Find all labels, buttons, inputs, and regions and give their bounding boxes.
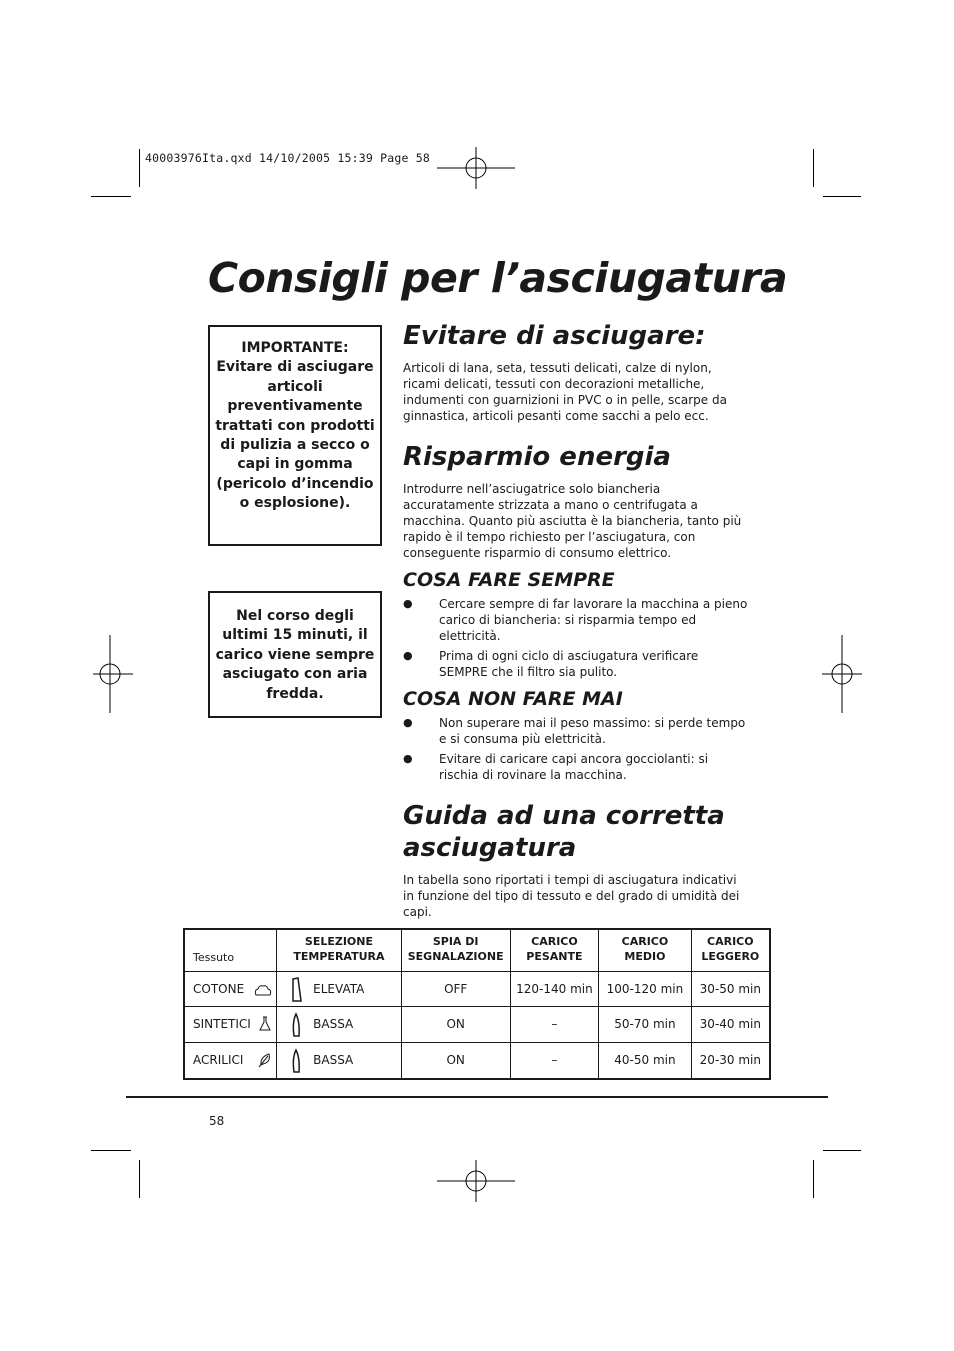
avoid-heading: Evitare di asciugare: bbox=[403, 321, 706, 351]
header-medium-load: CARICO MEDIO bbox=[599, 929, 691, 971]
fabric-cell: COTONE bbox=[184, 971, 277, 1007]
important-text: Evitare di asciugare articoli preventivamente trattati con prodotti di pulizia a secco o capi in gomma (pericolo d’incendio o esplosione). bbox=[215, 359, 375, 512]
header-indicator-light: SPIA DI SEGNALAZIONE bbox=[401, 929, 510, 971]
indicator-light-cell: ON bbox=[401, 1043, 510, 1079]
registration-mark-top bbox=[437, 147, 517, 189]
footer-rule bbox=[126, 1096, 828, 1098]
indicator-light-cell: ON bbox=[401, 1007, 510, 1043]
registration-mark-right bbox=[822, 635, 862, 715]
print-slug: 40003976Ita.qxd 14/10/2005 15:39 Page 58 bbox=[145, 151, 430, 165]
acrylic-icon bbox=[258, 1052, 272, 1068]
temperature-cell: BASSA bbox=[277, 1043, 402, 1079]
table-header-row bbox=[184, 929, 770, 971]
heavy-load-cell: – bbox=[510, 1007, 599, 1043]
light-load-cell: 30-50 min bbox=[691, 971, 770, 1007]
temperature-cell: ELEVATA bbox=[277, 971, 402, 1007]
energy-text: Introdurre nell’asciugatrice solo biancheria accuratamente strizzata a mano o centrifugata a macchina. Quanto più asciutta è la biancheria, tanto più rapido è il tempo richiesto per l’asciugatura, con conseguente risparmio di consumo elettrico. bbox=[403, 482, 742, 560]
header-heavy-load: CARICO PESANTE bbox=[510, 929, 599, 971]
important-label: IMPORTANTE: bbox=[241, 340, 349, 356]
never-heading: COSA NON FARE MAI bbox=[403, 688, 623, 710]
drying-times-table bbox=[183, 928, 771, 1080]
heavy-load-cell: – bbox=[510, 1043, 599, 1079]
thermometer-low-icon bbox=[291, 1048, 303, 1074]
cotton-icon bbox=[254, 984, 272, 998]
guide-heading: Guida ad una corretta asciugatura bbox=[403, 801, 725, 863]
always-list bbox=[403, 596, 748, 684]
light-load-cell: 20-30 min bbox=[691, 1043, 770, 1079]
thermometer-high-icon bbox=[291, 977, 303, 1003]
always-heading: COSA FARE SEMPRE bbox=[403, 569, 615, 591]
light-load-cell: 30-40 min bbox=[691, 1007, 770, 1043]
header-fabric: Tessuto bbox=[184, 929, 277, 971]
medium-load-cell: 100-120 min bbox=[599, 971, 691, 1007]
page-title: Consigli per l’asciugatura bbox=[208, 254, 788, 302]
list-item: ● Evitare di caricare capi ancora gocciolanti: si rischia di rovinare la macchina. bbox=[403, 751, 748, 783]
heavy-load-cell: 120-140 min bbox=[510, 971, 599, 1007]
cool-down-notice-box bbox=[208, 591, 382, 718]
fabric-cell: ACRILICI bbox=[184, 1043, 277, 1079]
indicator-light-cell: OFF bbox=[401, 971, 510, 1007]
page-number: 58 bbox=[209, 1114, 225, 1128]
never-list bbox=[403, 715, 748, 787]
registration-mark-left bbox=[93, 635, 133, 715]
list-item: ● Non superare mai il peso massimo: si perde tempo e si consuma più elettricità. bbox=[403, 715, 748, 747]
energy-heading: Risparmio energia bbox=[403, 442, 671, 472]
avoid-text: Articoli di lana, seta, tessuti delicati, calze di nylon, ricami delicati, tessuti con decorazioni metalliche, indumenti con guarnizioni in PVC o in pelle, scarpe da ginnastica, articoli pesanti come sacchi a pelo ecc. bbox=[403, 361, 727, 423]
table-row bbox=[184, 1007, 770, 1043]
table-row bbox=[184, 971, 770, 1007]
registration-mark-bottom bbox=[437, 1160, 517, 1202]
important-notice-box bbox=[208, 325, 382, 546]
medium-load-cell: 40-50 min bbox=[599, 1043, 691, 1079]
header-temperature: SELEZIONE TEMPERATURA bbox=[277, 929, 402, 971]
guide-text: In tabella sono riportati i tempi di asciugatura indicativi in funzione del tipo di tessuto e del grado di umidità dei capi. bbox=[403, 873, 740, 919]
thermometer-low-icon bbox=[291, 1012, 303, 1038]
header-light-load: CARICO LEGGERO bbox=[691, 929, 770, 971]
list-item: ● Prima di ogni ciclo di asciugatura verificare SEMPRE che il filtro sia pulito. bbox=[403, 648, 748, 680]
medium-load-cell: 50-70 min bbox=[599, 1007, 691, 1043]
list-item: ● Cercare sempre di far lavorare la macchina a pieno carico di biancheria: si risparmia tempo ed elettricità. bbox=[403, 596, 748, 644]
synthetic-icon bbox=[258, 1016, 272, 1032]
cool-down-text: Nel corso degli ultimi 15 minuti, il carico viene sempre asciugato con aria fredda. bbox=[215, 608, 375, 702]
table-row bbox=[184, 1043, 770, 1079]
fabric-cell: SINTETICI bbox=[184, 1007, 277, 1043]
temperature-cell: BASSA bbox=[277, 1007, 402, 1043]
